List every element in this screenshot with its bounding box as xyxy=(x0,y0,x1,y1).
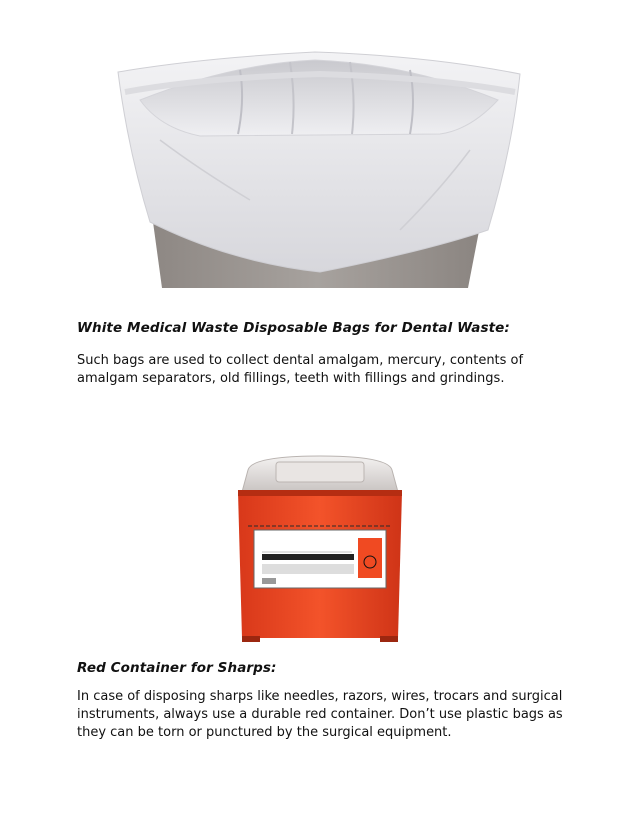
section-paragraph-white-bags: Such bags are used to collect dental amalgam, mercury, contents of amalgam separators, old fillings, teeth with fillings and grindings. xyxy=(77,353,524,386)
white-waste-bag-photo xyxy=(0,0,638,300)
red-sharps-container-photo xyxy=(222,452,418,648)
section-heading-white-bags: White Medical Waste Disposable Bags for Dental Waste: xyxy=(77,320,510,336)
section-paragraph-red-container: In case of disposing sharps like needles, razors, wires, trocars and surgical instruments, always use a durable red container. Don’t use plastic bags as they can be torn or punctured by the surgical equipment. xyxy=(77,689,563,740)
section-heading-red-container: Red Container for Sharps: xyxy=(77,660,277,676)
